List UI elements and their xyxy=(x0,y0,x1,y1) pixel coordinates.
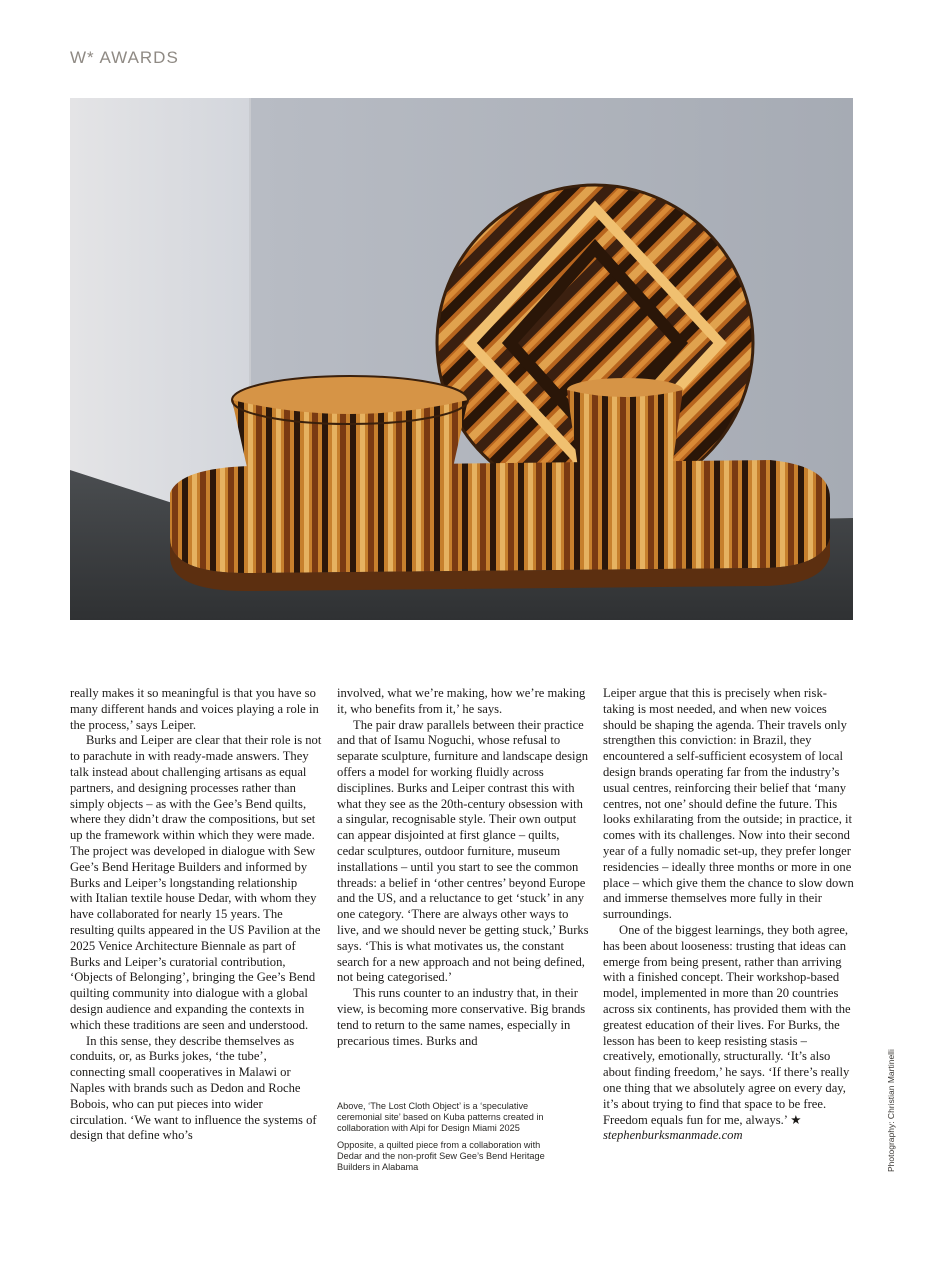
paragraph: This runs counter to an industry that, in their view, is becoming more conservative. Big brands tend to return to the same names, especially in precarious times. Burks and xyxy=(337,986,586,1048)
paragraph: Burks and Leiper are clear that their role is not to parachute in with ready-made answers. They talk instead about challenging artisans as equal partners, and designing processes rather than simply objects – as with the Gee’s Bend quilts, where they didn’t draw the compositions, but set up the framework within which they were made. The project was developed in dialogue with Sew Gee’s Bend Heritage Builders and informed by Burks and Leiper’s longstanding relationship with Italian textile house Dedar, with whom they have collaborated for nearly 15 years. The resulting quilts appeared in the US Pavilion at the 2025 Venice Architecture Biennale as part of Burks and Leiper’s curatorial contribution, ‘Objects of Belonging’, bringing the Gee’s Bend quilting community into dialogue with a global design audience and expanding the contexts in which these traditions are seen and understood. xyxy=(70,733,322,1032)
paragraph: really makes it so meaningful is that you have so many different hands and voices playing a role in the process,’ says Leiper. xyxy=(70,686,319,732)
paragraph: The pair draw parallels between their practice and that of Isamu Noguchi, whose refusal to separate sculpture, furniture and landscape design offers a model for working fluidly across disciplines. Burks and Leiper contrast this with what they see as the 20th-century obsession with a singular, recognisable style. Their own output can appear disjointed at first glance – quilts, cedar sculptures, outdoor furniture, museum installations – until you start to see the common threads: a belief in ‘other centres’ beyond Europe and the US, and a reluctance to get ‘stuck’ in any one category. ‘There are always other ways to live, and we should never be getting stuck,’ Burks says. ‘This is what motivates us, the constant search for a new approach and not being defined, not being categorised.’ xyxy=(337,717,589,985)
website-link[interactable]: stephenburksmanmade.com xyxy=(603,1128,743,1143)
paragraph: Leiper argue that this is precisely when risk-taking is most needed, and when new voices should be shaping the agenda. Their travels only strengthen this conviction: in Brazil, they encountered a self-sufficient ecosystem of local design brands operating far from the industry’s usual centres, reinforcing their belief that ‘many centres, not one’ should define the future. This looks exhilarating from the outside; in practice, it comes with its challenges. Now into their second year of a fully nomadic set-up, they prefer longer residencies – ideally three months or more in one place – which give them the chance to slow down and immerse themselves more fully in their surroundings. xyxy=(603,686,854,922)
section-label: W* AWARDS xyxy=(70,48,179,67)
article-column-3 xyxy=(603,686,855,1144)
article-column-2 xyxy=(337,686,589,1049)
caption-above: Above, ‘The Lost Cloth Object’ is a ‘speculative ceremonial site’ based on Kuba patterns created in collaboration with Alpi for Design Miami 2025 xyxy=(337,1101,544,1133)
sculpture-photo-icon xyxy=(70,98,853,620)
photo-captions xyxy=(337,1101,557,1179)
article-column-1 xyxy=(70,686,322,1144)
paragraph: In this sense, they describe themselves as conduits, or, as Burks jokes, ‘the tube’, connecting small cooperatives in Malawi or Naples with brands such as Dedon and Roche Bobois, who can put pieces into wider circulation. ‘We want to influence the systems of design that define who’s xyxy=(70,1033,317,1143)
paragraph: involved, what we’re making, how we’re making it, who benefits from it,’ he says. xyxy=(337,686,586,716)
feature-photo xyxy=(70,98,853,620)
photo-credit: Photography: Christian Martinelli xyxy=(886,1049,896,1172)
caption-opposite: Opposite, a quilted piece from a collaboration with Dedar and the non-profit Sew Gee’s Bend Heritage Builders in Alabama xyxy=(337,1140,545,1172)
paragraph: One of the biggest learnings, they both agree, has been about looseness: trusting that ideas can emerge from being present, rather than arriving with a finished concept. Their workshop-based model, implemented in more than 20 countries across six continents, has provided them with the greatest education of their lives. For Burks, the lesson has been to keep resisting stasis – creatively, emotionally, structurally. ‘It’s also about finding freedom,’ he says. ‘If there’s really one thing that we absolutely agree on every day, it’s about trying to find that space to be free. Freedom equals fun for me, always.’ ★ xyxy=(603,922,851,1127)
